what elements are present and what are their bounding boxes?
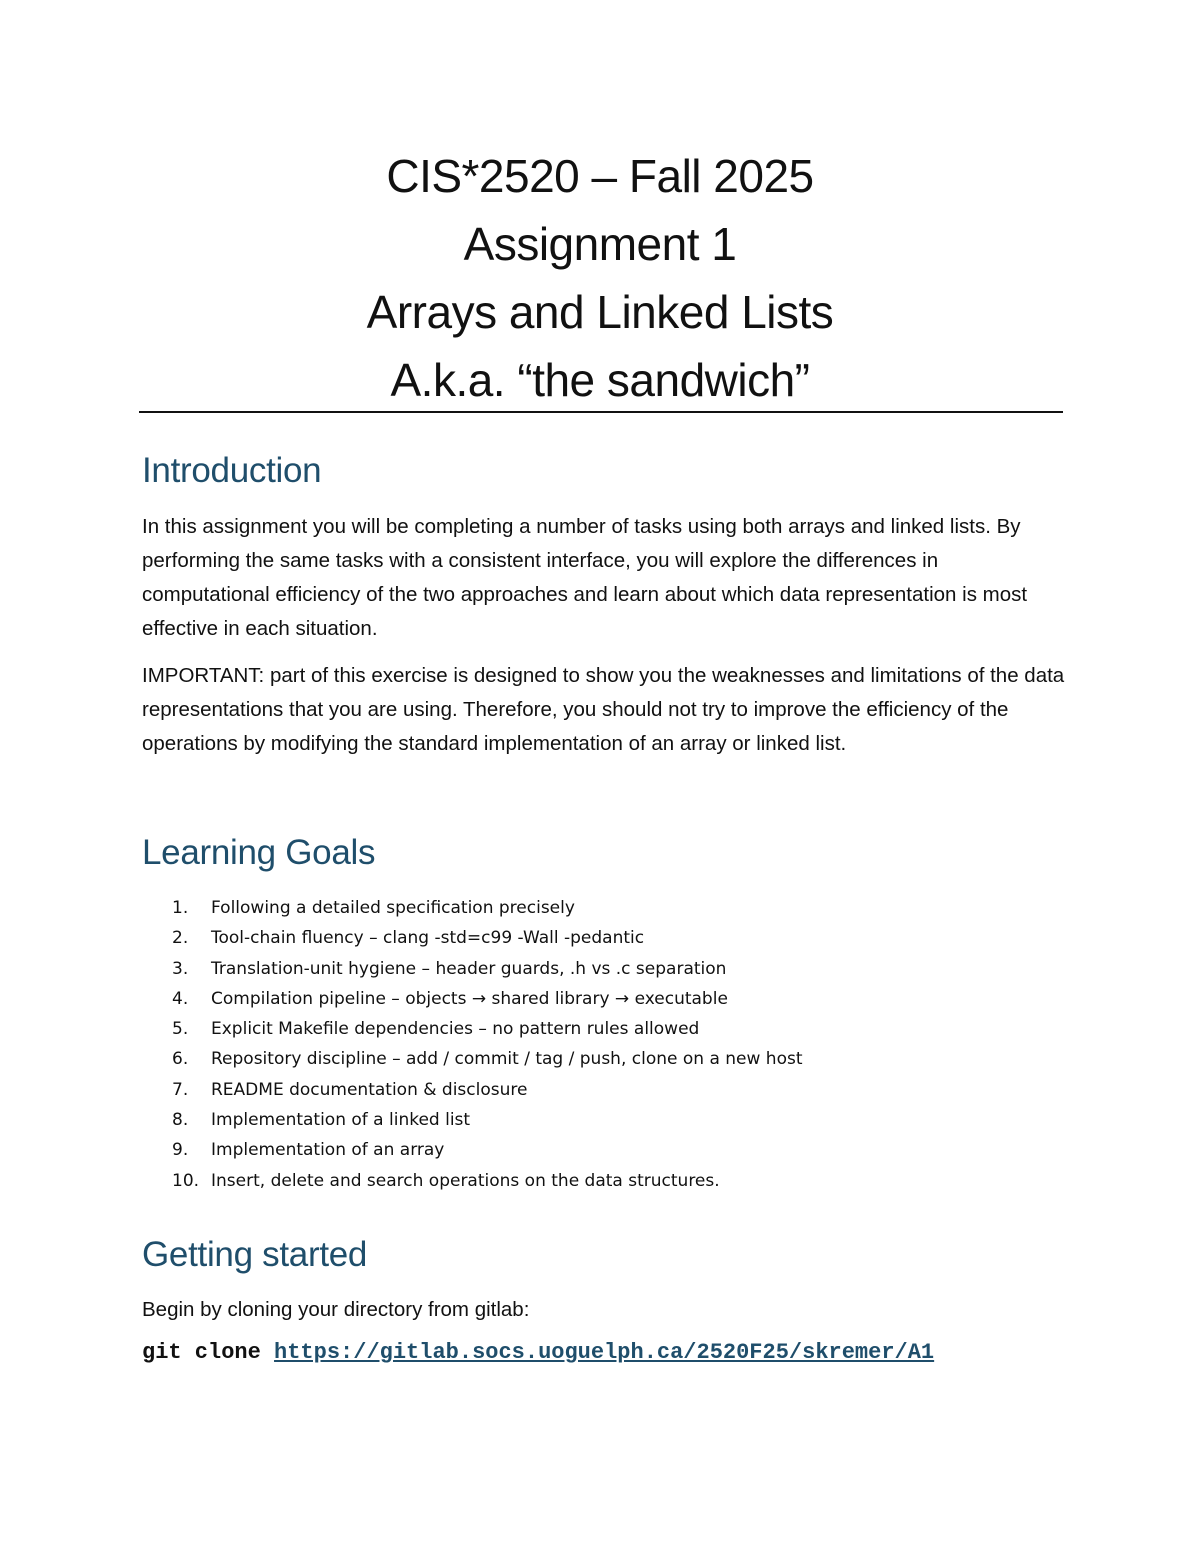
getting-started-heading: Getting started: [142, 1235, 368, 1274]
clone-instruction: Begin by cloning your directory from gitlab:: [142, 1298, 530, 1321]
git-clone-command: [142, 1340, 934, 1365]
important-paragraph: IMPORTANT: part of this exercise is designed to show you the weaknesses and limitations of the data representations that you are using. Therefore, you should not try to improve the efficiency of the operations by modifying the standard implementation of an array or linked list.: [142, 664, 1065, 755]
list-item: 8. Implementation of a linked list: [172, 1110, 471, 1131]
introduction-heading: Introduction: [142, 451, 322, 490]
assignment-nickname: A.k.a. “the sandwich”: [390, 354, 810, 406]
list-item: 2. Tool-chain fluency – clang -std=c99 -Wall -pedantic: [172, 928, 645, 949]
repository-link[interactable]: https://gitlab.socs.uoguelph.ca/2520F25/skremer/A1: [274, 1340, 935, 1365]
learning-goals-list: [142, 893, 1042, 1196]
assignment-title: Assignment 1: [463, 218, 737, 270]
title-divider: [139, 411, 1063, 413]
list-item: 10. Insert, delete and search operations on the data structures.: [172, 1170, 720, 1191]
list-item: 3. Translation-unit hygiene – header guards, .h vs .c separation: [172, 958, 727, 979]
introduction-paragraph: In this assignment you will be completing a number of tasks using both arrays and linked lists. By performing the same tasks with a consistent interface, you will explore the differences in computational efficiency of the two approaches and learn about which data representation is most effective in each situation.: [142, 515, 1028, 640]
course-title: CIS*2520 – Fall 2025: [386, 150, 814, 202]
title-block: [0, 142, 1200, 414]
list-item: 7. README documentation & disclosure: [172, 1079, 528, 1100]
assignment-subject: Arrays and Linked Lists: [366, 286, 834, 338]
list-item: 9. Implementation of an array: [172, 1140, 445, 1161]
list-item: 6. Repository discipline – add / commit / tag / push, clone on a new host: [172, 1049, 803, 1070]
list-item: 1. Following a detailed specification precisely: [172, 898, 575, 918]
list-item: 4. Compilation pipeline – objects → shared library → executable: [172, 988, 728, 1009]
learning-goals-heading: Learning Goals: [142, 833, 376, 872]
command-text: git clone: [142, 1340, 275, 1365]
list-item: 5. Explicit Makefile dependencies – no pattern rules allowed: [172, 1019, 700, 1040]
